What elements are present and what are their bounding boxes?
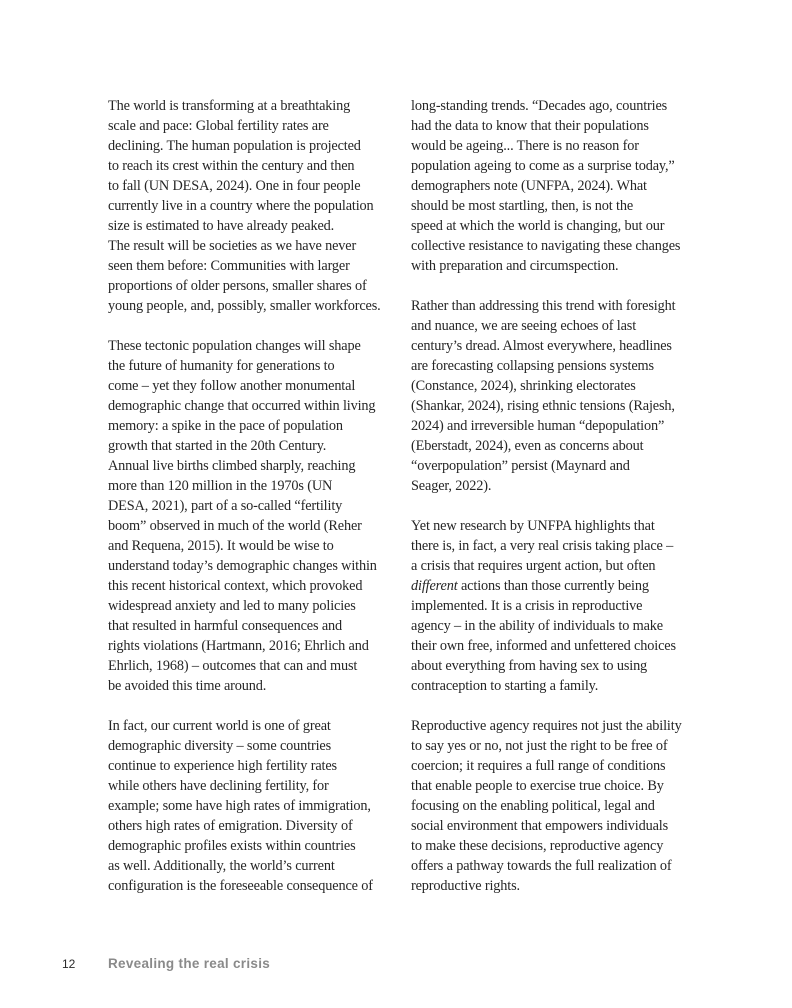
text-line: as well. Additionally, the world’s current (108, 858, 335, 874)
text-line: had the data to know that their populations (411, 118, 649, 134)
text-line: Annual live births climbed sharply, reaching (108, 458, 356, 474)
text-line: DESA, 2021), part of a so-called “fertility (108, 498, 343, 514)
text-line: and Requena, 2015). It would be wise to (108, 538, 334, 554)
text-line: The world is transforming at a breathtaking (108, 98, 351, 114)
text-line: their own free, informed and unfettered choices (411, 638, 676, 654)
text-line: others high rates of emigration. Diversity of (108, 818, 353, 834)
text-line: come – yet they follow another monumental (108, 378, 356, 394)
text-line: understand today’s demographic changes within (108, 558, 377, 574)
text-line: to reach its crest within the century and then (108, 158, 355, 174)
paragraph-spacer (411, 696, 695, 716)
text-line: there is, in fact, a very real crisis taking place – (411, 538, 674, 554)
text-line: are forecasting collapsing pensions systems (411, 358, 654, 374)
text-line: widespread anxiety and led to many policies (108, 598, 356, 614)
text-line: that enable people to exercise true choice. By (411, 778, 664, 794)
text-line: about everything from having sex to using (411, 658, 648, 674)
text-line: with preparation and circumspection. (411, 258, 619, 274)
text-line: to fall (UN DESA, 2024). One in four people (108, 178, 361, 194)
text-line: should be most startling, then, is not the (411, 198, 634, 214)
text-line: speed at which the world is changing, but our (411, 218, 665, 234)
text-line: this recent historical context, which provoked (108, 578, 363, 594)
text-line: implemented. It is a crisis in reproductive (411, 598, 643, 614)
text-line: agency – in the ability of individuals to make (411, 618, 663, 634)
text-line: offers a pathway towards the full realization of (411, 858, 672, 874)
text-line: size is estimated to have already peaked. (108, 218, 335, 234)
text-line: more than 120 million in the 1970s (UN (108, 478, 333, 494)
paragraph-spacer (411, 496, 695, 516)
paragraph-spacer (108, 316, 388, 336)
text-line: These tectonic population changes will shape (108, 338, 361, 354)
italic-word: different (411, 578, 458, 594)
text-line: Rather than addressing this trend with foresight (411, 298, 676, 314)
text-line: young people, and, possibly, smaller workforces. (108, 298, 381, 314)
text-line: Seager, 2022). (411, 478, 492, 494)
text-line: continue to experience high fertility rates (108, 758, 337, 774)
text-line: long-standing trends. “Decades ago, countries (411, 98, 668, 114)
text-line: currently live in a country where the population (108, 198, 374, 214)
left-column (108, 96, 388, 896)
text-line: reproductive rights. (411, 878, 520, 894)
text-line: demographic profiles exists within countries (108, 838, 356, 854)
text-line: Yet new research by UNFPA highlights that (411, 518, 655, 534)
text-line: (Shankar, 2024), rising ethnic tensions (Rajesh, (411, 398, 675, 414)
text-line: demographic change that occurred within living (108, 398, 376, 414)
text-line: to make these decisions, reproductive agency (411, 838, 664, 854)
text-line: the future of humanity for generations to (108, 358, 335, 374)
text-line: growth that started in the 20th Century. (108, 438, 327, 454)
text-line: contraception to starting a family. (411, 678, 599, 694)
text-line: The result will be societies as we have never (108, 238, 357, 254)
section-title: Revealing the real crisis (108, 956, 271, 971)
page-number: 12 (62, 957, 76, 971)
text-line: and nuance, we are seeing echoes of last (411, 318, 637, 334)
text-line: scale and pace: Global fertility rates are (108, 118, 329, 134)
text-line: Reproductive agency requires not just the ability (411, 718, 682, 734)
paragraph-spacer (411, 276, 695, 296)
text-line: seen them before: Communities with larger (108, 258, 350, 274)
text-line: rights violations (Hartmann, 2016; Ehrlich and (108, 638, 369, 654)
text-line: century’s dread. Almost everywhere, headlines (411, 338, 672, 354)
text-line: “overpopulation” persist (Maynard and (411, 458, 630, 474)
paragraph-spacer (108, 696, 388, 716)
text-line: coercion; it requires a full range of conditions (411, 758, 666, 774)
text-line: Ehrlich, 1968) – outcomes that can and must (108, 658, 358, 674)
text-line: that resulted in harmful consequences and (108, 618, 343, 634)
text-line: In fact, our current world is one of great (108, 718, 331, 734)
right-column (411, 96, 695, 896)
text-line: example; some have high rates of immigration, (108, 798, 371, 814)
text-line: configuration is the foreseeable consequence of (108, 878, 373, 894)
text-line: demographers note (UNFPA, 2024). What (411, 178, 647, 194)
text-line: population ageing to come as a surprise today,” (411, 158, 675, 174)
text-line: collective resistance to navigating these changes (411, 238, 681, 254)
text-line: proportions of older persons, smaller shares of (108, 278, 367, 294)
text-line: a crisis that requires urgent action, but often (411, 558, 656, 574)
text-line: would be ageing... There is no reason for (411, 138, 639, 154)
text-line: focusing on the enabling political, legal and (411, 798, 655, 814)
text-line: memory: a spike in the pace of population (108, 418, 343, 434)
text-line: social environment that empowers individuals (411, 818, 669, 834)
text-line: be avoided this time around. (108, 678, 267, 694)
text-line-rest: actions than those currently being (457, 578, 649, 594)
text-line: boom” observed in much of the world (Reher (108, 518, 362, 534)
text-line: 2024) and irreversible human “depopulation” (411, 418, 665, 434)
text-line: to say yes or no, not just the right to be free of (411, 738, 668, 754)
text-line: declining. The human population is projected (108, 138, 361, 154)
text-line-italic (411, 576, 695, 596)
text-line: demographic diversity – some countries (108, 738, 331, 754)
text-line: while others have declining fertility, for (108, 778, 329, 794)
text-line: (Constance, 2024), shrinking electorates (411, 378, 636, 394)
text-line: (Eberstadt, 2024), even as concerns about (411, 438, 644, 454)
